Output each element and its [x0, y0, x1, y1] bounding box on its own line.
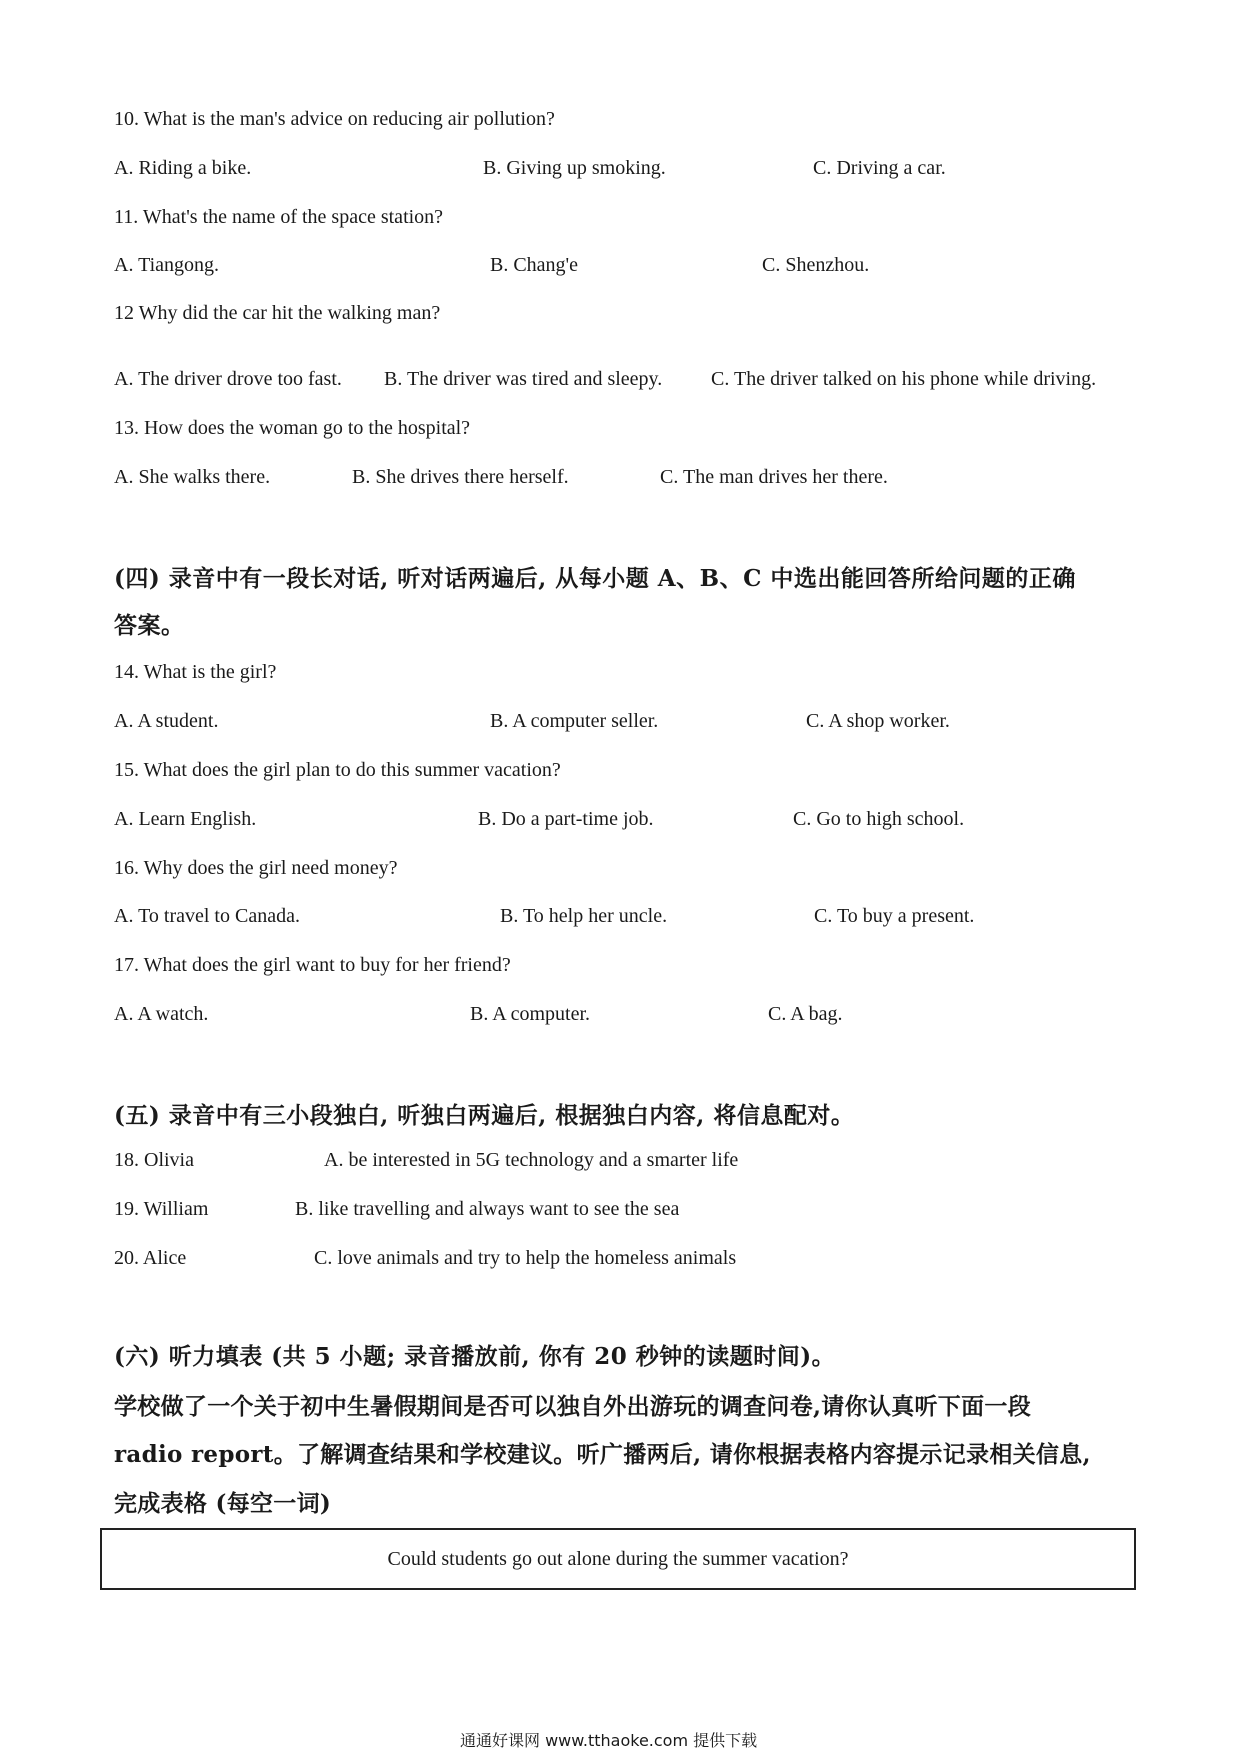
question-10: 10. What is the man's advice on reducing air pollution? [114, 108, 555, 130]
question-16: 16. Why does the girl need money? [114, 857, 398, 879]
option-10c: C. Driving a car. [813, 157, 946, 179]
match-option-a: A. be interested in 5G technology and a smarter life [324, 1149, 739, 1171]
option-17b: B. A computer. [470, 1003, 590, 1025]
option-15b: B. Do a part-time job. [478, 808, 654, 830]
option-13c: C. The man drives her there. [660, 466, 888, 488]
option-11a: A. Tiangong. [114, 254, 220, 276]
question-14: 14. What is the girl? [114, 661, 277, 683]
match-option-b: B. like travelling and always want to see the sea [295, 1198, 680, 1220]
option-16b: B. To help her uncle. [500, 905, 668, 927]
section-4-instruction-line2: 答案。 [114, 612, 185, 639]
question-12: 12 Why did the car hit the walking man? [114, 302, 441, 324]
option-15a: A. Learn English. [114, 808, 257, 830]
option-10b: B. Giving up smoking. [483, 157, 666, 179]
match-name-19: 19. William [114, 1198, 209, 1220]
option-14a: A. A student. [114, 710, 219, 732]
question-13: 13. How does the woman go to the hospital? [114, 417, 471, 439]
option-11c: C. Shenzhou. [762, 254, 870, 276]
section-4-instruction-line1: (四) 录音中有一段长对话, 听对话两遍后, 从每小题 A、B、C 中选出能回答所给问题的正确 [114, 565, 1076, 592]
section-6-instruction: (六) 听力填表 (共 5 小题; 录音播放前, 你有 20 秒钟的读题时间)。 [114, 1343, 836, 1370]
match-name-18: 18. Olivia [114, 1149, 194, 1171]
section-6-paragraph-line1: 学校做了一个关于初中生暑假期间是否可以独自外出游玩的调查问卷,请你认真听下面一段 [114, 1393, 1032, 1420]
section-5-instruction: (五) 录音中有三小段独白, 听独白两遍后, 根据独白内容, 将信息配对。 [114, 1102, 855, 1129]
option-14c: C. A shop worker. [806, 710, 950, 732]
option-12a: A. The driver drove too fast. [114, 368, 342, 390]
page-footer: 通通好课网 www.tthaoke.com 提供下载 [460, 1731, 758, 1750]
option-13b: B. She drives there herself. [352, 466, 569, 488]
option-14b: B. A computer seller. [490, 710, 659, 732]
match-name-20: 20. Alice [114, 1247, 187, 1269]
option-10a: A. Riding a bike. [114, 157, 252, 179]
option-16a: A. To travel to Canada. [114, 905, 300, 927]
option-15c: C. Go to high school. [793, 808, 965, 830]
option-12b: B. The driver was tired and sleepy. [384, 368, 663, 390]
section-6-paragraph-line3: 完成表格 (每空一词) [114, 1490, 332, 1517]
question-11: 11. What's the name of the space station? [114, 206, 444, 228]
question-17: 17. What does the girl want to buy for her friend? [114, 954, 511, 976]
option-17c: C. A bag. [768, 1003, 843, 1025]
option-11b: B. Chang'e [490, 254, 579, 276]
question-15: 15. What does the girl plan to do this summer vacation? [114, 759, 561, 781]
match-option-c: C. love animals and try to help the homeless animals [314, 1247, 737, 1269]
section-6-paragraph-line2: radio report。了解调查结果和学校建议。听广播两后, 请你根据表格内容提示记录相关信息, [114, 1441, 1091, 1468]
table-header-cell: Could students go out alone during the summer vacation? [387, 1547, 849, 1570]
option-17a: A. A watch. [114, 1003, 209, 1025]
option-12c: C. The driver talked on his phone while driving. [711, 368, 1097, 390]
option-16c: C. To buy a present. [814, 905, 975, 927]
answer-table [100, 1528, 1136, 1590]
option-13a: A. She walks there. [114, 466, 271, 488]
